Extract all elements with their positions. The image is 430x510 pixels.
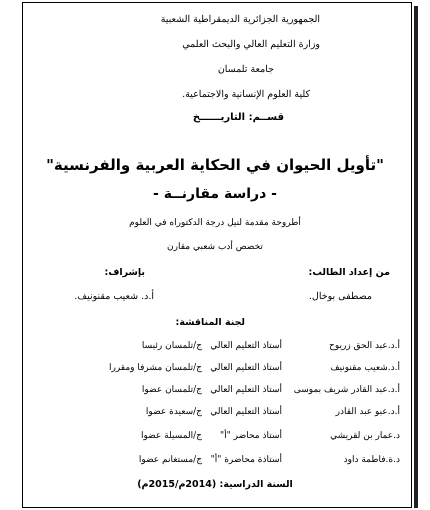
thesis-purpose: أطروحة مقدمة لنيل درجة الدكتوراه في العلوم <box>129 218 301 228</box>
member-name: د.عمار بن لقريشي <box>330 431 400 441</box>
member-rank: أستاذ التعليم العالي <box>210 407 282 417</box>
committee-title: لجنة المناقشة: <box>175 317 245 328</box>
member-institution: ج/تلمسان عضوا <box>141 385 202 395</box>
member-institution: ج/مستغانم عضوا <box>138 455 202 465</box>
member-name: أ.د.شعيب مقنونيف <box>330 363 400 373</box>
thesis-title: "تأويل الحيوان في الحكاية العربية والفرنسية" <box>46 156 384 174</box>
member-institution: ج/سعيدة عضوا <box>145 407 202 417</box>
member-name: أ.د.عبد الحق زريوح <box>329 341 400 351</box>
member-rank: أستاذ محاضر "أ" <box>220 431 282 441</box>
member-name: أ.د.عبد القادر شريف بموسى <box>293 385 400 395</box>
committee-member-row <box>40 385 400 399</box>
committee-member-row <box>40 341 400 355</box>
university-line: جامعة تلمسان <box>217 64 274 75</box>
student-name: مصطفى بوخال. <box>308 291 372 302</box>
committee-member-row <box>40 407 400 421</box>
thesis-subtitle: - دراسة مقارنــة - <box>153 186 277 202</box>
member-name: أ.د.عبو عبد القادر <box>335 407 400 417</box>
committee-member-row <box>40 455 400 469</box>
department-line: قســم: التاريــــــخ <box>192 112 284 123</box>
committee-member-row <box>40 431 400 445</box>
republic-line: الجمهورية الجزائرية الديمقراطية الشعبية <box>160 14 320 25</box>
member-rank: أستاذ التعليم العالي <box>210 341 282 351</box>
member-institution: ج/المسيلة عضوا <box>140 431 202 441</box>
member-institution: ج/تلمسان رئيسا <box>141 341 202 351</box>
member-rank: أستاذ التعليم العالي <box>210 363 282 373</box>
supervisor-label: بإشراف: <box>104 267 145 278</box>
faculty-line: كلية العلوم الإنسانية والاجتماعية. <box>182 89 310 100</box>
member-institution: ج/تلمسان مشرفا ومقررا <box>108 363 202 373</box>
member-name: د.ة.فاطمة داود <box>343 455 400 465</box>
supervisor-name: أ.د. شعيب مقنونيف. <box>74 291 154 302</box>
member-rank: أستاذة محاضرة "أ" <box>210 455 282 465</box>
member-rank: أستاذ التعليم العالي <box>210 385 282 395</box>
academic-year: السنة الدراسية: (2014م/2015م) <box>137 479 293 490</box>
committee-member-row <box>40 363 400 377</box>
ministry-line: وزارة التعليم العالي والبحث العلمي <box>182 39 320 50</box>
thesis-specialty: تخصص أدب شعبي مقارن <box>167 242 263 252</box>
student-label: من إعداد الطالب: <box>308 267 390 278</box>
